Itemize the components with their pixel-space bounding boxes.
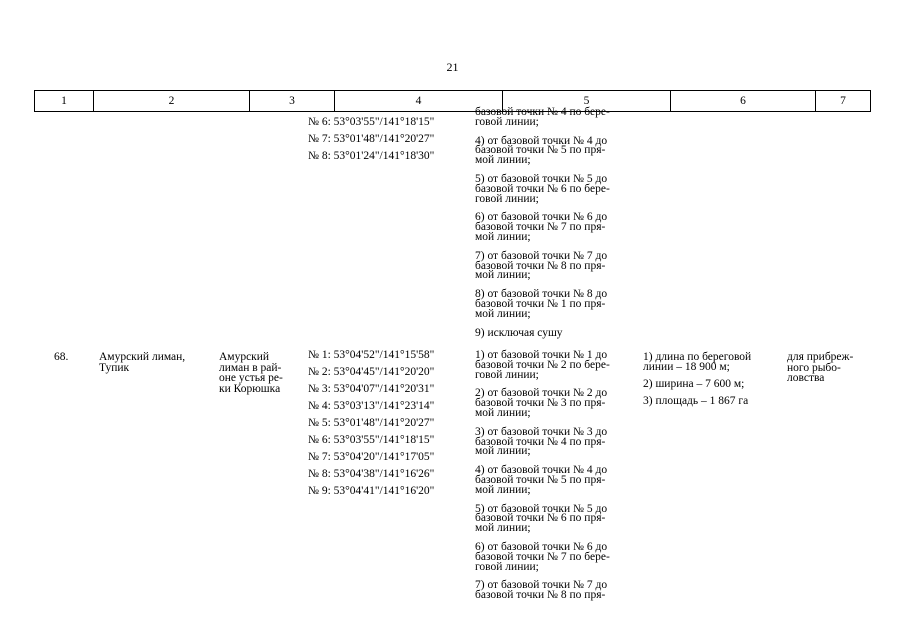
row68-dimensions (643, 352, 751, 413)
border-entry: 2) от базовой точки № 2 до базовой точки № 3 по пря- мой линии; (475, 387, 608, 419)
row-number: 68. (54, 351, 69, 363)
column-header-4: 4 (334, 91, 502, 111)
column-header-2: 2 (93, 91, 249, 111)
table-header-row (34, 90, 871, 112)
dimension-entry: 1) длина по береговой линии – 18 900 м; (643, 351, 752, 373)
coordinate-line: № 9: 53°04'41"/141°16'20" (308, 485, 435, 497)
coordinate-line: № 7: 53°01'48"/141°20'27" (308, 133, 435, 145)
table-body (0, 106, 905, 640)
border-entry: 5) от базовой точки № 5 до базовой точки № 6 по пря- мой линии; (475, 502, 608, 535)
border-entry: 7) от базовой точки № 7 до базовой точки № 8 по пря- (475, 579, 608, 602)
border-entry: 6) от базовой точки № 6 до базовой точки № 7 по пря- мой линии; (475, 211, 608, 243)
coordinate-line: № 2: 53°04'45"/141°20'20" (308, 366, 435, 378)
row68-coordinates (308, 347, 434, 500)
column-header-5: 5 (502, 91, 670, 111)
column-header-1: 1 (34, 91, 93, 111)
row68-borders (475, 351, 610, 610)
dimension-entry: 2) ширина – 7 600 м; (643, 378, 745, 390)
column-header-7: 7 (815, 91, 871, 111)
continued-borders (475, 108, 610, 347)
coordinate-line: № 1: 53°04'52"/141°15'58" (308, 349, 435, 361)
coordinate-line: № 6: 53°03'55"/141°18'15" (308, 434, 435, 446)
column-header-3: 3 (249, 91, 334, 111)
row68-purpose: для прибреж- ного рыбо- ловства (787, 351, 854, 384)
border-entry: 8) от базовой точки № 8 до базовой точки № 1 по пря- мой линии; (475, 288, 608, 320)
border-entry: 4) от базовой точки № 4 до базовой точки № 5 по пря- мой линии; (475, 134, 608, 167)
coordinate-line: № 5: 53°01'48"/141°20'27" (308, 417, 435, 429)
area-name: Амурский лиман, Тупик (99, 351, 186, 374)
border-entry: 9) исключая сушу (475, 326, 563, 339)
column-header-6: 6 (670, 91, 815, 111)
border-entry: 3) от базовой точки № 3 до базовой точки № 4 по пря- мой линии; (475, 425, 608, 458)
border-entry: 4) от базовой точки № 4 до базовой точки № 5 по пря- мой линии; (475, 464, 608, 496)
border-entry: 6) от базовой точки № 6 до базовой точки № 7 по бере- говой линии; (475, 540, 610, 573)
border-entry: базовой точки № 4 по бере- говой линии; (475, 106, 610, 128)
area-location: Амурский лиман в рай- оне устья ре- ки Корюшка (219, 351, 283, 395)
coordinate-line: № 7: 53°04'20"/141°17'05" (308, 451, 435, 463)
coordinate-line: № 4: 53°03'13"/141°23'14" (308, 400, 435, 412)
border-entry: 7) от базовой точки № 7 до базовой точки № 8 по пря- мой линии; (475, 249, 608, 282)
coordinate-line: № 8: 53°01'24"/141°18'30" (308, 150, 435, 162)
continued-coordinates (308, 114, 434, 165)
coordinate-line: № 3: 53°04'07"/141°20'31" (308, 383, 435, 395)
dimension-entry: 3) площадь – 1 867 га (643, 395, 749, 407)
coordinate-line: № 8: 53°04'38"/141°16'26" (308, 468, 435, 480)
border-entry: 5) от базовой точки № 5 до базовой точки № 6 по бере- говой линии; (475, 172, 610, 205)
coordinate-line: № 6: 53°03'55"/141°18'15" (308, 116, 435, 128)
border-entry: 1) от базовой точки № 1 до базовой точки № 2 по бере- говой линии; (475, 349, 610, 381)
page-number: 21 (446, 60, 459, 74)
